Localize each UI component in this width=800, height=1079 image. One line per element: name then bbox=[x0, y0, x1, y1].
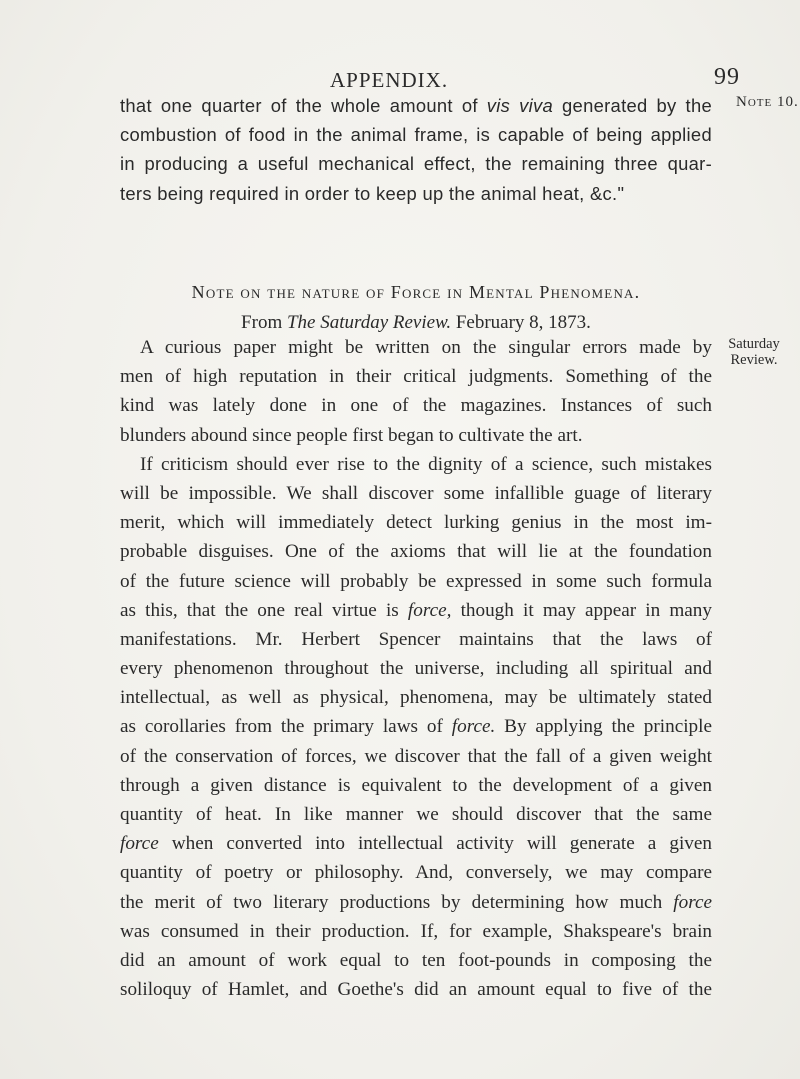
text-line: quantity of poetry or philosophy. And, conversely, we may compare bbox=[120, 862, 712, 884]
marginal-note-10: Note 10. bbox=[736, 94, 799, 110]
text-line: the merit of two literary productions by determining how much force bbox=[120, 891, 712, 913]
text-line: every phenomenon throughout the universe, including all spiritual and bbox=[120, 658, 712, 680]
text-line: soliloquy of Hamlet, and Goethe's did an amount equal to five of the bbox=[120, 979, 712, 1001]
paragraph-review-text bbox=[120, 333, 712, 1004]
text-line: probable disguises. One of the axioms that will lie at the foundation bbox=[120, 541, 712, 563]
section-heading: Note on the nature of Force in Mental Phenomena. bbox=[191, 282, 641, 302]
page-number: 99 bbox=[714, 64, 740, 90]
text-line: If criticism should ever rise to the dignity of a science, such mistakes bbox=[140, 453, 712, 475]
text-line: ters being required in order to keep up the animal heat, &c." bbox=[120, 182, 625, 204]
text-line: of the conservation of forces, we discover that the fall of a given weight bbox=[120, 745, 712, 767]
marginal-note-saturday-review bbox=[718, 336, 790, 368]
text-line: will be impossible. We shall discover some infallible guage of literary bbox=[120, 482, 712, 504]
text-line: merit, which will immediately detect lurking genius in the most im- bbox=[120, 512, 712, 534]
text-line: of the future science will probably be expressed in some such formula bbox=[120, 570, 712, 592]
text-line: blunders abound since people first began to cultivate the art. bbox=[120, 424, 583, 446]
text-line: kind was lately done in one of the magazines. Instances of such bbox=[120, 395, 712, 417]
text-line: did an amount of work equal to ten foot-pounds in composing the bbox=[120, 949, 712, 971]
text-line: through a given distance is equivalent to the development of a given bbox=[120, 774, 712, 796]
text-line: as this, that the one real virtue is force, though it may appear in many bbox=[120, 599, 712, 621]
text-line: that one quarter of the whole amount of vis viva generated by the bbox=[120, 95, 713, 116]
text-line: was consumed in their production. If, for example, Shakspeare's brain bbox=[120, 920, 712, 942]
paragraph-quoted-continuation bbox=[120, 91, 712, 208]
text-line: men of high reputation in their critical judgments. Something of the bbox=[120, 366, 712, 388]
text-line: force when converted into intellectual activity will generate a given bbox=[120, 833, 712, 855]
text-line: manifestations. Mr. Herbert Spencer maintains that the laws of bbox=[120, 628, 712, 650]
text-line: as corollaries from the primary laws of force. By applying the principle bbox=[120, 716, 712, 738]
marginal-line: Saturday bbox=[728, 336, 780, 352]
text-line: intellectual, as well as physical, phenomena, may be ultimately stated bbox=[120, 687, 712, 709]
marginal-line: Review. bbox=[730, 352, 778, 368]
running-title: APPENDIX. bbox=[330, 68, 449, 92]
source-citation: From The Saturday Review. February 8, 1873. bbox=[241, 312, 591, 333]
text-line: A curious paper might be written on the singular errors made by bbox=[140, 337, 712, 358]
text-line: combustion of food in the animal frame, is capable of being applied bbox=[120, 124, 712, 146]
text-line: quantity of heat. In like manner we should discover that the same bbox=[120, 804, 712, 825]
text-line: in producing a useful mechanical effect, the remaining three quar- bbox=[120, 153, 712, 175]
